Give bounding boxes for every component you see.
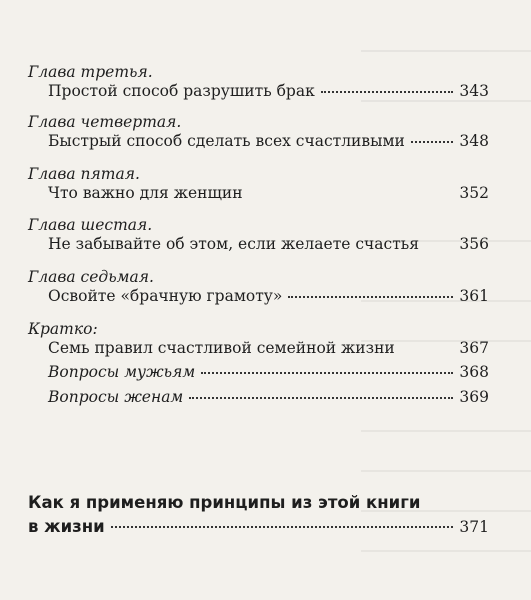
page-number: 352: [459, 184, 489, 202]
dot-leader: [425, 244, 453, 246]
page-number: 368: [459, 363, 489, 381]
dot-leader: [321, 91, 454, 93]
toc-entry-3[interactable]: [48, 81, 489, 101]
toc-entry-title: Быстрый способ сделать всех счастливыми: [48, 132, 405, 150]
toc-entry-4[interactable]: [48, 131, 489, 151]
toc-entry-final[interactable]: [28, 516, 489, 538]
dot-leader: [189, 397, 453, 399]
dot-leader: [249, 193, 454, 195]
page-number: 348: [459, 132, 489, 150]
toc-entry-summary-husbands[interactable]: [48, 362, 489, 382]
page-number: 343: [459, 82, 489, 100]
dot-leader: [111, 526, 454, 528]
toc-entry-6[interactable]: [48, 234, 489, 254]
toc-entry-title: Что важно для женщин: [48, 184, 243, 202]
chapter-label-4: Глава четвертая.: [28, 113, 182, 131]
toc-entry-title: Вопросы женам: [48, 388, 184, 406]
chapter-label-6: Глава шестая.: [28, 216, 153, 234]
final-entry-title-line1[interactable]: Как я применяю принципы из этой книги: [28, 493, 421, 512]
summary-label: Кратко:: [28, 320, 98, 338]
chapter-label-7: Глава седьмая.: [28, 268, 154, 286]
toc-entry-7[interactable]: [48, 286, 489, 306]
page-number: 356: [459, 235, 489, 253]
toc-entry-summary-rules[interactable]: [48, 338, 489, 358]
toc-entry-title: Вопросы мужьям: [48, 363, 196, 381]
toc-entry-title: Семь правил счастливой семейной жизни: [48, 339, 395, 357]
chapter-label-5: Глава пятая.: [28, 165, 140, 183]
toc-entry-title: Не забывайте об этом, если желаете счастья: [48, 235, 420, 253]
toc-entry-5[interactable]: [48, 183, 489, 203]
toc-entry-title: Простой способ разрушить брак: [48, 82, 315, 100]
chapter-label-3: Глава третья.: [28, 63, 153, 81]
dot-leader: [288, 296, 453, 298]
page-number: 369: [459, 388, 489, 406]
dot-leader: [401, 348, 454, 350]
page-number: 371: [459, 518, 489, 536]
final-entry-title-line2: в жизни: [28, 517, 105, 536]
dot-leader: [411, 141, 454, 143]
toc-entry-summary-wives[interactable]: [48, 387, 489, 407]
page-number: 361: [459, 287, 489, 305]
page-number: 367: [459, 339, 489, 357]
dot-leader: [201, 372, 453, 374]
toc-entry-title: Освойте «брачную грамоту»: [48, 287, 283, 305]
